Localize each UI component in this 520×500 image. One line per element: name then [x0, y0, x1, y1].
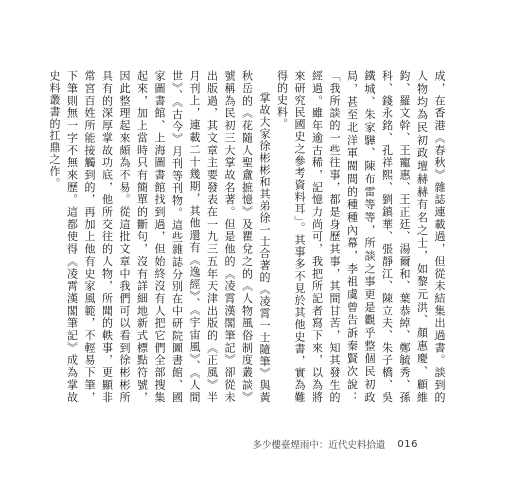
paragraph-2: 掌故大家徐彬彬和其弟徐一士合著的《凌霄一士隨筆》與黃秋岳的《花隨人聖盦摭憶》及瞿兌之的《人物風俗制度叢談》號稱為民初三大掌故名著。但是他的《凌霄漢閣筆記》卻從未出版過，其文章主要發表在一九三五年天津出版的《正風》半月刊上，連載二十幾期，其他還有《逸經》、《宇宙風》、《人間世》、《古今》月刊等刊物。這些雜誌分別在中研院圖書館、國家圖書館、上海圖書館找到過，但始終沒有人把它們全部搜集起來，加上當時只有簡單的斷句，沒有詳細地新式標點符號，因此整理起來頗為不易。從這批文章中我們可以看到徐彬彬所具有的深厚掌故功底，他所交往的人物，所聞的軼事，更顯非常宮百姓所能接觸到的，再加上他有史家風範，不輕易下筆，下筆則無一字不無來歷。這都使得《凌霄漢閣筆記》成為掌故史料叢書的扛鼎之作。 [48, 70, 271, 403]
running-title: 多少樓臺煙雨中：近代史料拾遺 [252, 440, 386, 451]
paragraph-1: 成，在香港《春秋》雜誌連載過，但從未結集出過書。談到的人物均為民初政壇赫赫有名之士，如黎元洪、顏惠慶、顧維鈞、羅文幹、王寵惠、王正廷、湯爾和、葉恭綽、鄭毓秀、孫科、錢永銘、孔祥熙、劉鎮華、張靜江、陳立夫、朱子橋、吳鐵城、朱家驊、陳布雷等等，所談之事更是觀乎整個民初政局，甚至北洋軍閥間的種種內幕，李祖虞曾告訴秦賢次說：「我所談的一些往事，都是身歷其事，其間甘苦，知其發生的經過。雖年逾古稀，記憶力尚可，我把所記者寫下來，以為將來研究民國史之參考資料耳」。其事多不見於其他史書，實為難得的史料。 [275, 70, 446, 403]
page-number: 016 [397, 438, 418, 450]
page-footer [252, 437, 418, 451]
body-text [48, 70, 448, 403]
